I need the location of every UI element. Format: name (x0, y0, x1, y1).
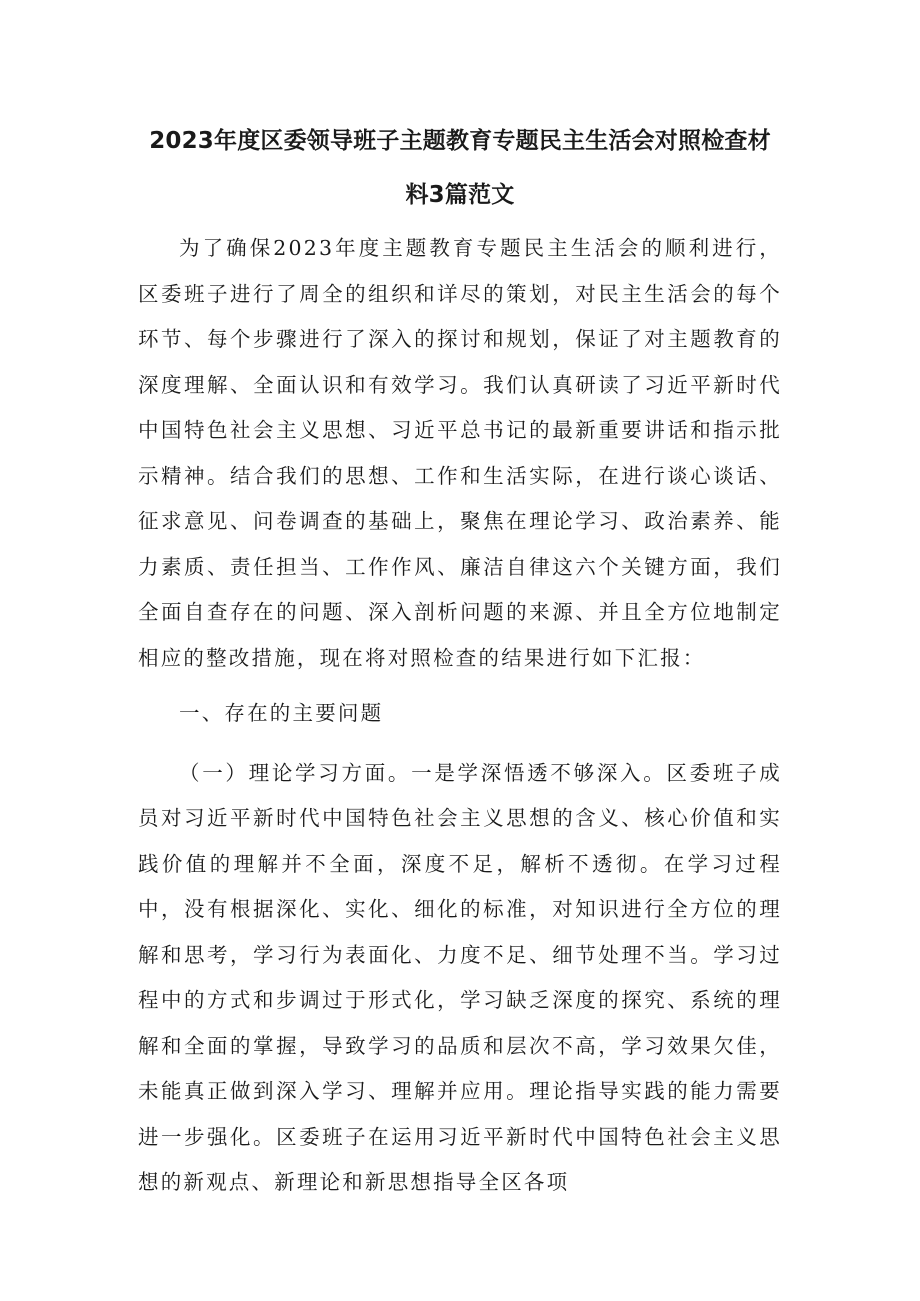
subsection-paragraph: （一）理论学习方面。一是学深悟透不够深入。区委班子成员对习近平新时代中国特色社会主义思想的含义、核心价值和实践价值的理解并不全面，深度不足，解析不透彻。在学习过程中，没有根据深化、实化、细化的标准，对知识进行全方位的理解和思考，学习行为表面化、力度不足、细节处理不当。学习过程中的方式和步调过于形式化，学习缺乏深度的探究、系统的理解和全面的掌握，导致学习的品质和层次不高，学习效果欠佳，未能真正做到深入学习、理解并应用。理论指导实践的能力需要进一步强化。区委班子在运用习近平新时代中国特色社会主义思想的新观点、新理论和新思想指导全区各项 (138, 760, 782, 1194)
section-heading: 一、存在的主要问题 (179, 701, 384, 725)
title-line-1: 2023年度区委领导班子主题教育专题民主生活会对照检查材 (149, 128, 771, 154)
document-title (128, 114, 792, 222)
intro-paragraph: 为了确保2023年度主题教育专题民主生活会的顺利进行，区委班子进行了周全的组织和详尽的策划，对民主生活会的每个环节、每个步骤进行了深入的探讨和规划，保证了对主题教育的深度理解、全面认识和有效学习。我们认真研读了习近平新时代中国特色社会主义思想、习近平总书记的最新重要讲话和指示批示精神。结合我们的思想、工作和生活实际，在进行谈心谈话、征求意见、问卷调查的基础上，聚焦在理论学习、政治素养、能力素质、责任担当、工作作风、廉洁自律这六个关键方面，我们全面自查存在的问题、深入剖析问题的来源、并且全方位地制定相应的整改措施，现在将对照检查的结果进行如下汇报： (138, 236, 782, 670)
title-line-2: 料3篇范文 (405, 182, 515, 208)
document-body (138, 226, 782, 1206)
